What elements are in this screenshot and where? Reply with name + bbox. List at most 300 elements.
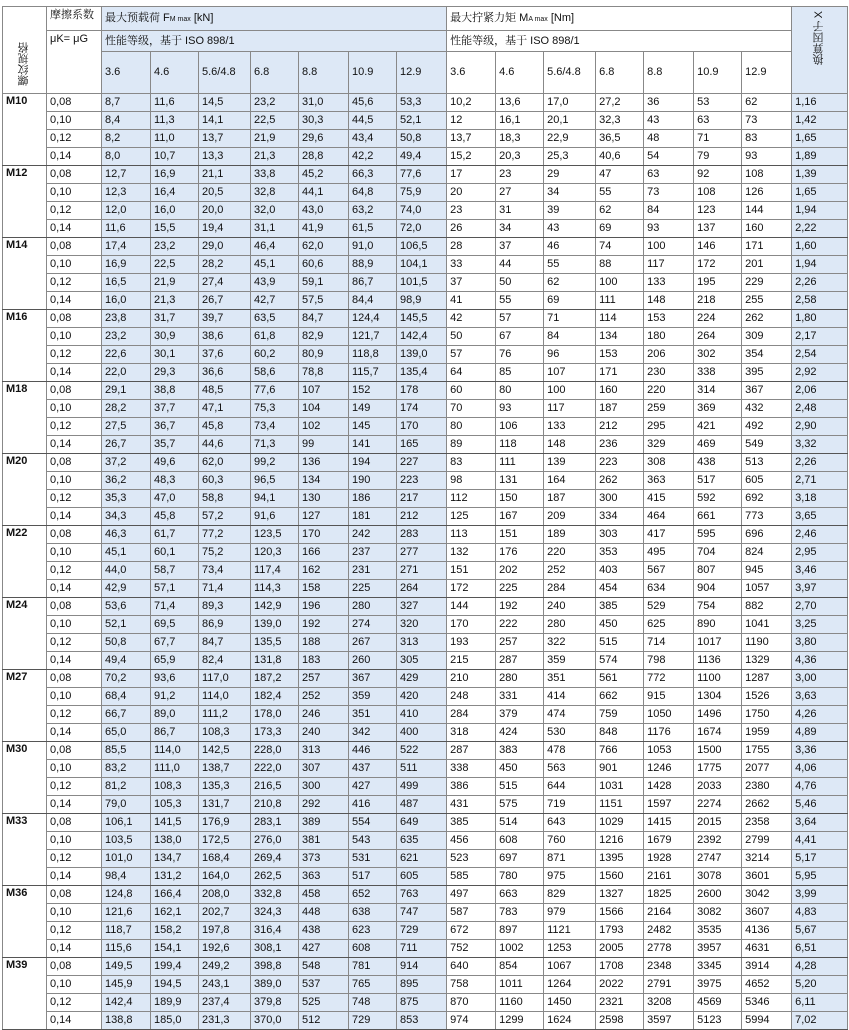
factor-cell: 1,94 [792, 202, 848, 220]
torque-cell: 139 [544, 454, 596, 472]
preload-cell: 165 [397, 436, 447, 454]
preload-cell: 262,5 [251, 868, 299, 886]
preload-cell: 60,6 [299, 256, 349, 274]
torque-cell: 53 [694, 94, 742, 112]
factor-cell: 1,16 [792, 94, 848, 112]
torque-cell: 1287 [742, 670, 792, 688]
preload-cell: 243,1 [199, 976, 251, 994]
friction-cell: 0,10 [47, 832, 102, 850]
friction-cell: 0,08 [47, 238, 102, 256]
preload-cell: 60,2 [251, 346, 299, 364]
friction-cell: 0,12 [47, 418, 102, 436]
preload-cell: 58,8 [199, 490, 251, 508]
preload-cell: 32,8 [251, 184, 299, 202]
torque-cell: 2662 [742, 796, 792, 814]
preload-cell: 105,3 [151, 796, 199, 814]
preload-cell: 52,1 [397, 112, 447, 130]
preload-cell: 142,4 [397, 328, 447, 346]
preload-cell: 164,0 [199, 868, 251, 886]
torque-cell: 93 [496, 400, 544, 418]
preload-grade-header: 5.6/4.8 [199, 52, 251, 94]
preload-cell: 223 [397, 472, 447, 490]
torque-cell: 220 [644, 382, 694, 400]
factor-cell: 2,26 [792, 454, 848, 472]
preload-cell: 47,0 [151, 490, 199, 508]
preload-cell: 42,7 [251, 292, 299, 310]
preload-grade-header: 4.6 [151, 52, 199, 94]
torque-cell: 692 [742, 490, 792, 508]
preload-cell: 11,0 [151, 130, 199, 148]
preload-cell: 99,2 [251, 454, 299, 472]
preload-cell: 46,3 [102, 526, 151, 544]
preload-cell: 228,0 [251, 742, 299, 760]
preload-cell: 429 [397, 670, 447, 688]
torque-cell: 264 [694, 328, 742, 346]
preload-cell: 420 [397, 688, 447, 706]
torque-cell: 44 [496, 256, 544, 274]
table-row [3, 400, 848, 418]
table-row [3, 130, 848, 148]
torque-cell: 798 [644, 652, 694, 670]
preload-cell: 44,1 [299, 184, 349, 202]
torque-cell: 1825 [644, 886, 694, 904]
preload-cell: 172,5 [199, 832, 251, 850]
preload-cell: 313 [397, 634, 447, 652]
preload-cell: 43,4 [349, 130, 397, 148]
torque-cell: 351 [544, 670, 596, 688]
table-row [3, 310, 848, 328]
table-row [3, 778, 848, 796]
torque-cell: 148 [544, 436, 596, 454]
preload-cell: 28,2 [102, 400, 151, 418]
torque-cell: 192 [496, 598, 544, 616]
preload-cell: 131,2 [151, 868, 199, 886]
torque-cell: 12 [447, 112, 496, 130]
preload-cell: 80,9 [299, 346, 349, 364]
torque-cell: 13,6 [496, 94, 544, 112]
torque-cell: 1100 [694, 670, 742, 688]
preload-cell: 875 [397, 994, 447, 1012]
factor-cell: 1,89 [792, 148, 848, 166]
torque-cell: 2747 [694, 850, 742, 868]
factor-cell: 3,36 [792, 742, 848, 760]
friction-cell: 0,12 [47, 346, 102, 364]
torque-cell: 2380 [742, 778, 792, 796]
preload-cell: 13,7 [199, 130, 251, 148]
preload-cell: 176,9 [199, 814, 251, 832]
preload-cell: 249,2 [199, 958, 251, 976]
preload-cell: 45,8 [199, 418, 251, 436]
preload-cell: 327 [397, 598, 447, 616]
torque-cell: 4136 [742, 922, 792, 940]
preload-cell: 115,6 [102, 940, 151, 958]
torque-cell: 592 [694, 490, 742, 508]
torque-cell: 383 [496, 742, 544, 760]
preload-cell: 52,1 [102, 616, 151, 634]
torque-cell: 585 [447, 868, 496, 886]
factor-cell: 2,58 [792, 292, 848, 310]
torque-cell: 2348 [644, 958, 694, 976]
factor-cell: 2,46 [792, 526, 848, 544]
preload-cell: 69,5 [151, 616, 199, 634]
preload-cell: 448 [299, 904, 349, 922]
preload-cell: 8,7 [102, 94, 151, 112]
preload-cell: 89,0 [151, 706, 199, 724]
preload-cell: 29,0 [199, 238, 251, 256]
friction-cell: 0,10 [47, 760, 102, 778]
preload-cell: 277 [397, 544, 447, 562]
friction-cell: 0,14 [47, 724, 102, 742]
preload-cell: 141,5 [151, 814, 199, 832]
preload-cell: 145 [349, 418, 397, 436]
torque-cell: 3975 [694, 976, 742, 994]
preload-cell: 188 [299, 634, 349, 652]
preload-cell: 42,9 [102, 580, 151, 598]
torque-cell: 4631 [742, 940, 792, 958]
torque-cell: 215 [447, 652, 496, 670]
torque-cell: 20 [447, 184, 496, 202]
thread-size-cell: M16 [3, 310, 47, 382]
friction-cell: 0,08 [47, 814, 102, 832]
torque-cell: 133 [544, 418, 596, 436]
preload-cell: 71,4 [151, 598, 199, 616]
torque-cell: 1327 [596, 886, 644, 904]
thread-size-cell: M20 [3, 454, 47, 526]
table-row [3, 220, 848, 238]
torque-cell: 76 [496, 346, 544, 364]
thread-size-cell: M10 [3, 94, 47, 166]
preload-cell: 98,4 [102, 868, 151, 886]
torque-cell: 454 [596, 580, 644, 598]
preload-cell: 210,8 [251, 796, 299, 814]
preload-cell: 57,2 [199, 508, 251, 526]
torque-cell: 783 [496, 904, 544, 922]
torque-cell: 2164 [644, 904, 694, 922]
torque-cell: 385 [447, 814, 496, 832]
torque-cell: 1031 [596, 778, 644, 796]
preload-cell: 548 [299, 958, 349, 976]
torque-cell: 62 [742, 94, 792, 112]
thread-size-cell: M18 [3, 382, 47, 454]
torque-cell: 176 [496, 544, 544, 562]
torque-cell: 209 [544, 508, 596, 526]
torque-cell: 193 [447, 634, 496, 652]
friction-cell: 0,10 [47, 976, 102, 994]
preload-cell: 400 [397, 724, 447, 742]
preload-cell: 416 [349, 796, 397, 814]
torque-cell: 4652 [742, 976, 792, 994]
factor-cell: 3,18 [792, 490, 848, 508]
factor-cell: 4,06 [792, 760, 848, 778]
torque-cell: 469 [694, 436, 742, 454]
torque-cell: 303 [596, 526, 644, 544]
preload-cell: 23,2 [151, 238, 199, 256]
friction-cell: 0,14 [47, 652, 102, 670]
table-row [3, 382, 848, 400]
table-row [3, 868, 848, 886]
friction-cell: 0,12 [47, 490, 102, 508]
friction-cell: 0,14 [47, 508, 102, 526]
preload-cell: 28,8 [299, 148, 349, 166]
preload-grade-header: 8.8 [299, 52, 349, 94]
torque-cell: 3078 [694, 868, 742, 886]
torque-cell: 574 [596, 652, 644, 670]
preload-cell: 60,3 [199, 472, 251, 490]
preload-cell: 12,3 [102, 184, 151, 202]
preload-cell: 57,5 [299, 292, 349, 310]
torque-cell: 180 [644, 328, 694, 346]
table-row [3, 994, 848, 1012]
torque-cell: 1190 [742, 634, 792, 652]
thread-size-cell: M33 [3, 814, 47, 886]
torque-cell: 714 [644, 634, 694, 652]
torque-cell: 3535 [694, 922, 742, 940]
torque-cell: 223 [596, 454, 644, 472]
preload-cell: 276,0 [251, 832, 299, 850]
torque-cell: 975 [544, 868, 596, 886]
friction-cell: 0,10 [47, 112, 102, 130]
preload-cell: 162,1 [151, 904, 199, 922]
torque-cell: 1121 [544, 922, 596, 940]
torque-cell: 474 [544, 706, 596, 724]
torque-cell: 26 [447, 220, 496, 238]
torque-cell: 134 [596, 328, 644, 346]
factor-cell: 4,83 [792, 904, 848, 922]
factor-column-header: 换算因子 X [792, 7, 848, 94]
preload-cell: 635 [397, 832, 447, 850]
friction-cell: 0,12 [47, 202, 102, 220]
preload-cell: 237,4 [199, 994, 251, 1012]
torque-cell: 125 [447, 508, 496, 526]
preload-cell: 531 [349, 850, 397, 868]
torque-cell: 287 [447, 742, 496, 760]
preload-cell: 192,6 [199, 940, 251, 958]
preload-cell: 182,4 [251, 688, 299, 706]
torque-cell: 131 [496, 472, 544, 490]
friction-cell: 0,14 [47, 220, 102, 238]
preload-cell: 427 [349, 778, 397, 796]
factor-cell: 3,99 [792, 886, 848, 904]
torque-cell: 1216 [596, 832, 644, 850]
preload-cell: 10,7 [151, 148, 199, 166]
friction-cell: 0,12 [47, 922, 102, 940]
preload-cell: 145,9 [102, 976, 151, 994]
preload-cell: 58,6 [251, 364, 299, 382]
torque-cell: 1775 [694, 760, 742, 778]
preload-cell: 370,0 [251, 1012, 299, 1030]
preload-cell: 101,5 [397, 274, 447, 292]
torque-cell: 13,7 [447, 130, 496, 148]
preload-cell: 35,3 [102, 490, 151, 508]
preload-cell: 81,2 [102, 778, 151, 796]
torque-cell: 1959 [742, 724, 792, 742]
torque-cell: 1176 [644, 724, 694, 742]
friction-cell: 0,14 [47, 1012, 102, 1030]
preload-cell: 192 [299, 616, 349, 634]
torque-cell: 111 [596, 292, 644, 310]
torque-cell: 697 [496, 850, 544, 868]
preload-cell: 32,0 [251, 202, 299, 220]
thread-size-cell: M14 [3, 238, 47, 310]
torque-cell: 236 [596, 436, 644, 454]
torque-cell: 848 [596, 724, 644, 742]
torque-cell: 870 [447, 994, 496, 1012]
torque-cell: 29 [544, 166, 596, 184]
torque-cell: 824 [742, 544, 792, 562]
torque-cell: 31 [496, 202, 544, 220]
torque-cell: 354 [742, 346, 792, 364]
torque-grade-note: 性能等级，基于 ISO 898/1 [447, 31, 792, 52]
preload-cell: 363 [299, 868, 349, 886]
torque-cell: 945 [742, 562, 792, 580]
torque-cell: 492 [742, 418, 792, 436]
torque-cell: 901 [596, 760, 644, 778]
table-row [3, 328, 848, 346]
torque-cell: 871 [544, 850, 596, 868]
torque-cell: 915 [644, 688, 694, 706]
preload-cell: 8,0 [102, 148, 151, 166]
preload-cell: 8,2 [102, 130, 151, 148]
preload-cell: 106,5 [397, 238, 447, 256]
torque-cell: 201 [742, 256, 792, 274]
preload-cell: 118,8 [349, 346, 397, 364]
torque-cell: 206 [644, 346, 694, 364]
torque-cell: 1299 [496, 1012, 544, 1030]
preload-cell: 99 [299, 436, 349, 454]
table-row [3, 454, 848, 472]
preload-cell: 86,7 [151, 724, 199, 742]
preload-cell: 652 [349, 886, 397, 904]
preload-cell: 17,4 [102, 238, 151, 256]
preload-cell: 446 [349, 742, 397, 760]
bolt-preload-torque-table-wrapper [2, 6, 847, 1026]
preload-cell: 649 [397, 814, 447, 832]
friction-cell: 0,08 [47, 166, 102, 184]
preload-cell: 729 [397, 922, 447, 940]
torque-cell: 1067 [544, 958, 596, 976]
preload-cell: 23,2 [102, 328, 151, 346]
torque-cell: 661 [694, 508, 742, 526]
torque-cell: 523 [447, 850, 496, 868]
torque-cell: 148 [644, 292, 694, 310]
torque-cell: 132 [447, 544, 496, 562]
torque-cell: 62 [596, 202, 644, 220]
torque-cell: 3082 [694, 904, 742, 922]
preload-cell: 537 [299, 976, 349, 994]
factor-cell: 3,64 [792, 814, 848, 832]
preload-cell: 106,1 [102, 814, 151, 832]
preload-cell: 86,9 [199, 616, 251, 634]
torque-cell: 137 [694, 220, 742, 238]
torque-cell: 224 [694, 310, 742, 328]
torque-cell: 719 [544, 796, 596, 814]
factor-cell: 4,76 [792, 778, 848, 796]
torque-cell: 295 [644, 418, 694, 436]
preload-cell: 765 [349, 976, 397, 994]
preload-cell: 525 [299, 994, 349, 1012]
table-row [3, 976, 848, 994]
torque-cell: 160 [742, 220, 792, 238]
torque-cell: 1253 [544, 940, 596, 958]
torque-cell: 595 [694, 526, 742, 544]
preload-cell: 62,0 [299, 238, 349, 256]
friction-cell: 0,08 [47, 94, 102, 112]
torque-cell: 172 [694, 256, 742, 274]
preload-cell: 517 [349, 868, 397, 886]
torque-grade-header: 12.9 [742, 52, 792, 94]
torque-cell: 63 [694, 112, 742, 130]
preload-cell: 65,9 [151, 652, 199, 670]
preload-cell: 43,0 [299, 202, 349, 220]
torque-cell: 318 [447, 724, 496, 742]
torque-cell: 2033 [694, 778, 742, 796]
torque-cell: 42 [447, 310, 496, 328]
friction-cell: 0,10 [47, 616, 102, 634]
torque-cell: 108 [742, 166, 792, 184]
friction-cell: 0,14 [47, 940, 102, 958]
torque-cell: 2274 [694, 796, 742, 814]
preload-cell: 763 [397, 886, 447, 904]
torque-cell: 83 [447, 454, 496, 472]
table-row [3, 598, 848, 616]
torque-cell: 829 [544, 886, 596, 904]
torque-cell: 450 [496, 760, 544, 778]
preload-cell: 77,2 [199, 526, 251, 544]
torque-cell: 123 [694, 202, 742, 220]
table-row [3, 796, 848, 814]
preload-cell: 104 [299, 400, 349, 418]
factor-cell: 2,26 [792, 274, 848, 292]
preload-cell: 77,6 [251, 382, 299, 400]
preload-cell: 131,8 [251, 652, 299, 670]
preload-cell: 34,3 [102, 508, 151, 526]
preload-cell: 12,7 [102, 166, 151, 184]
factor-cell: 7,02 [792, 1012, 848, 1030]
factor-cell: 3,97 [792, 580, 848, 598]
torque-cell: 27,2 [596, 94, 644, 112]
torque-cell: 100 [596, 274, 644, 292]
factor-cell: 4,36 [792, 652, 848, 670]
preload-cell: 522 [397, 742, 447, 760]
preload-cell: 114,0 [199, 688, 251, 706]
torque-cell: 88 [596, 256, 644, 274]
torque-cell: 1560 [596, 868, 644, 886]
preload-cell: 130 [299, 490, 349, 508]
torque-cell: 322 [544, 634, 596, 652]
table-row [3, 562, 848, 580]
torque-cell: 280 [544, 616, 596, 634]
friction-cell: 0,10 [47, 328, 102, 346]
torque-cell: 2022 [596, 976, 644, 994]
preload-cell: 135,5 [251, 634, 299, 652]
torque-cell: 752 [447, 940, 496, 958]
preload-cell: 49,4 [397, 148, 447, 166]
torque-cell: 308 [644, 454, 694, 472]
preload-cell: 280 [349, 598, 397, 616]
torque-cell: 2482 [644, 922, 694, 940]
torque-cell: 240 [544, 598, 596, 616]
torque-cell: 395 [742, 364, 792, 382]
preload-cell: 37,2 [102, 454, 151, 472]
preload-cell: 142,5 [199, 742, 251, 760]
preload-cell: 50,8 [397, 130, 447, 148]
friction-cell: 0,10 [47, 544, 102, 562]
torque-cell: 3345 [694, 958, 742, 976]
factor-cell: 2,48 [792, 400, 848, 418]
torque-cell: 230 [644, 364, 694, 382]
torque-cell: 222 [496, 616, 544, 634]
preload-cell: 16,9 [151, 166, 199, 184]
